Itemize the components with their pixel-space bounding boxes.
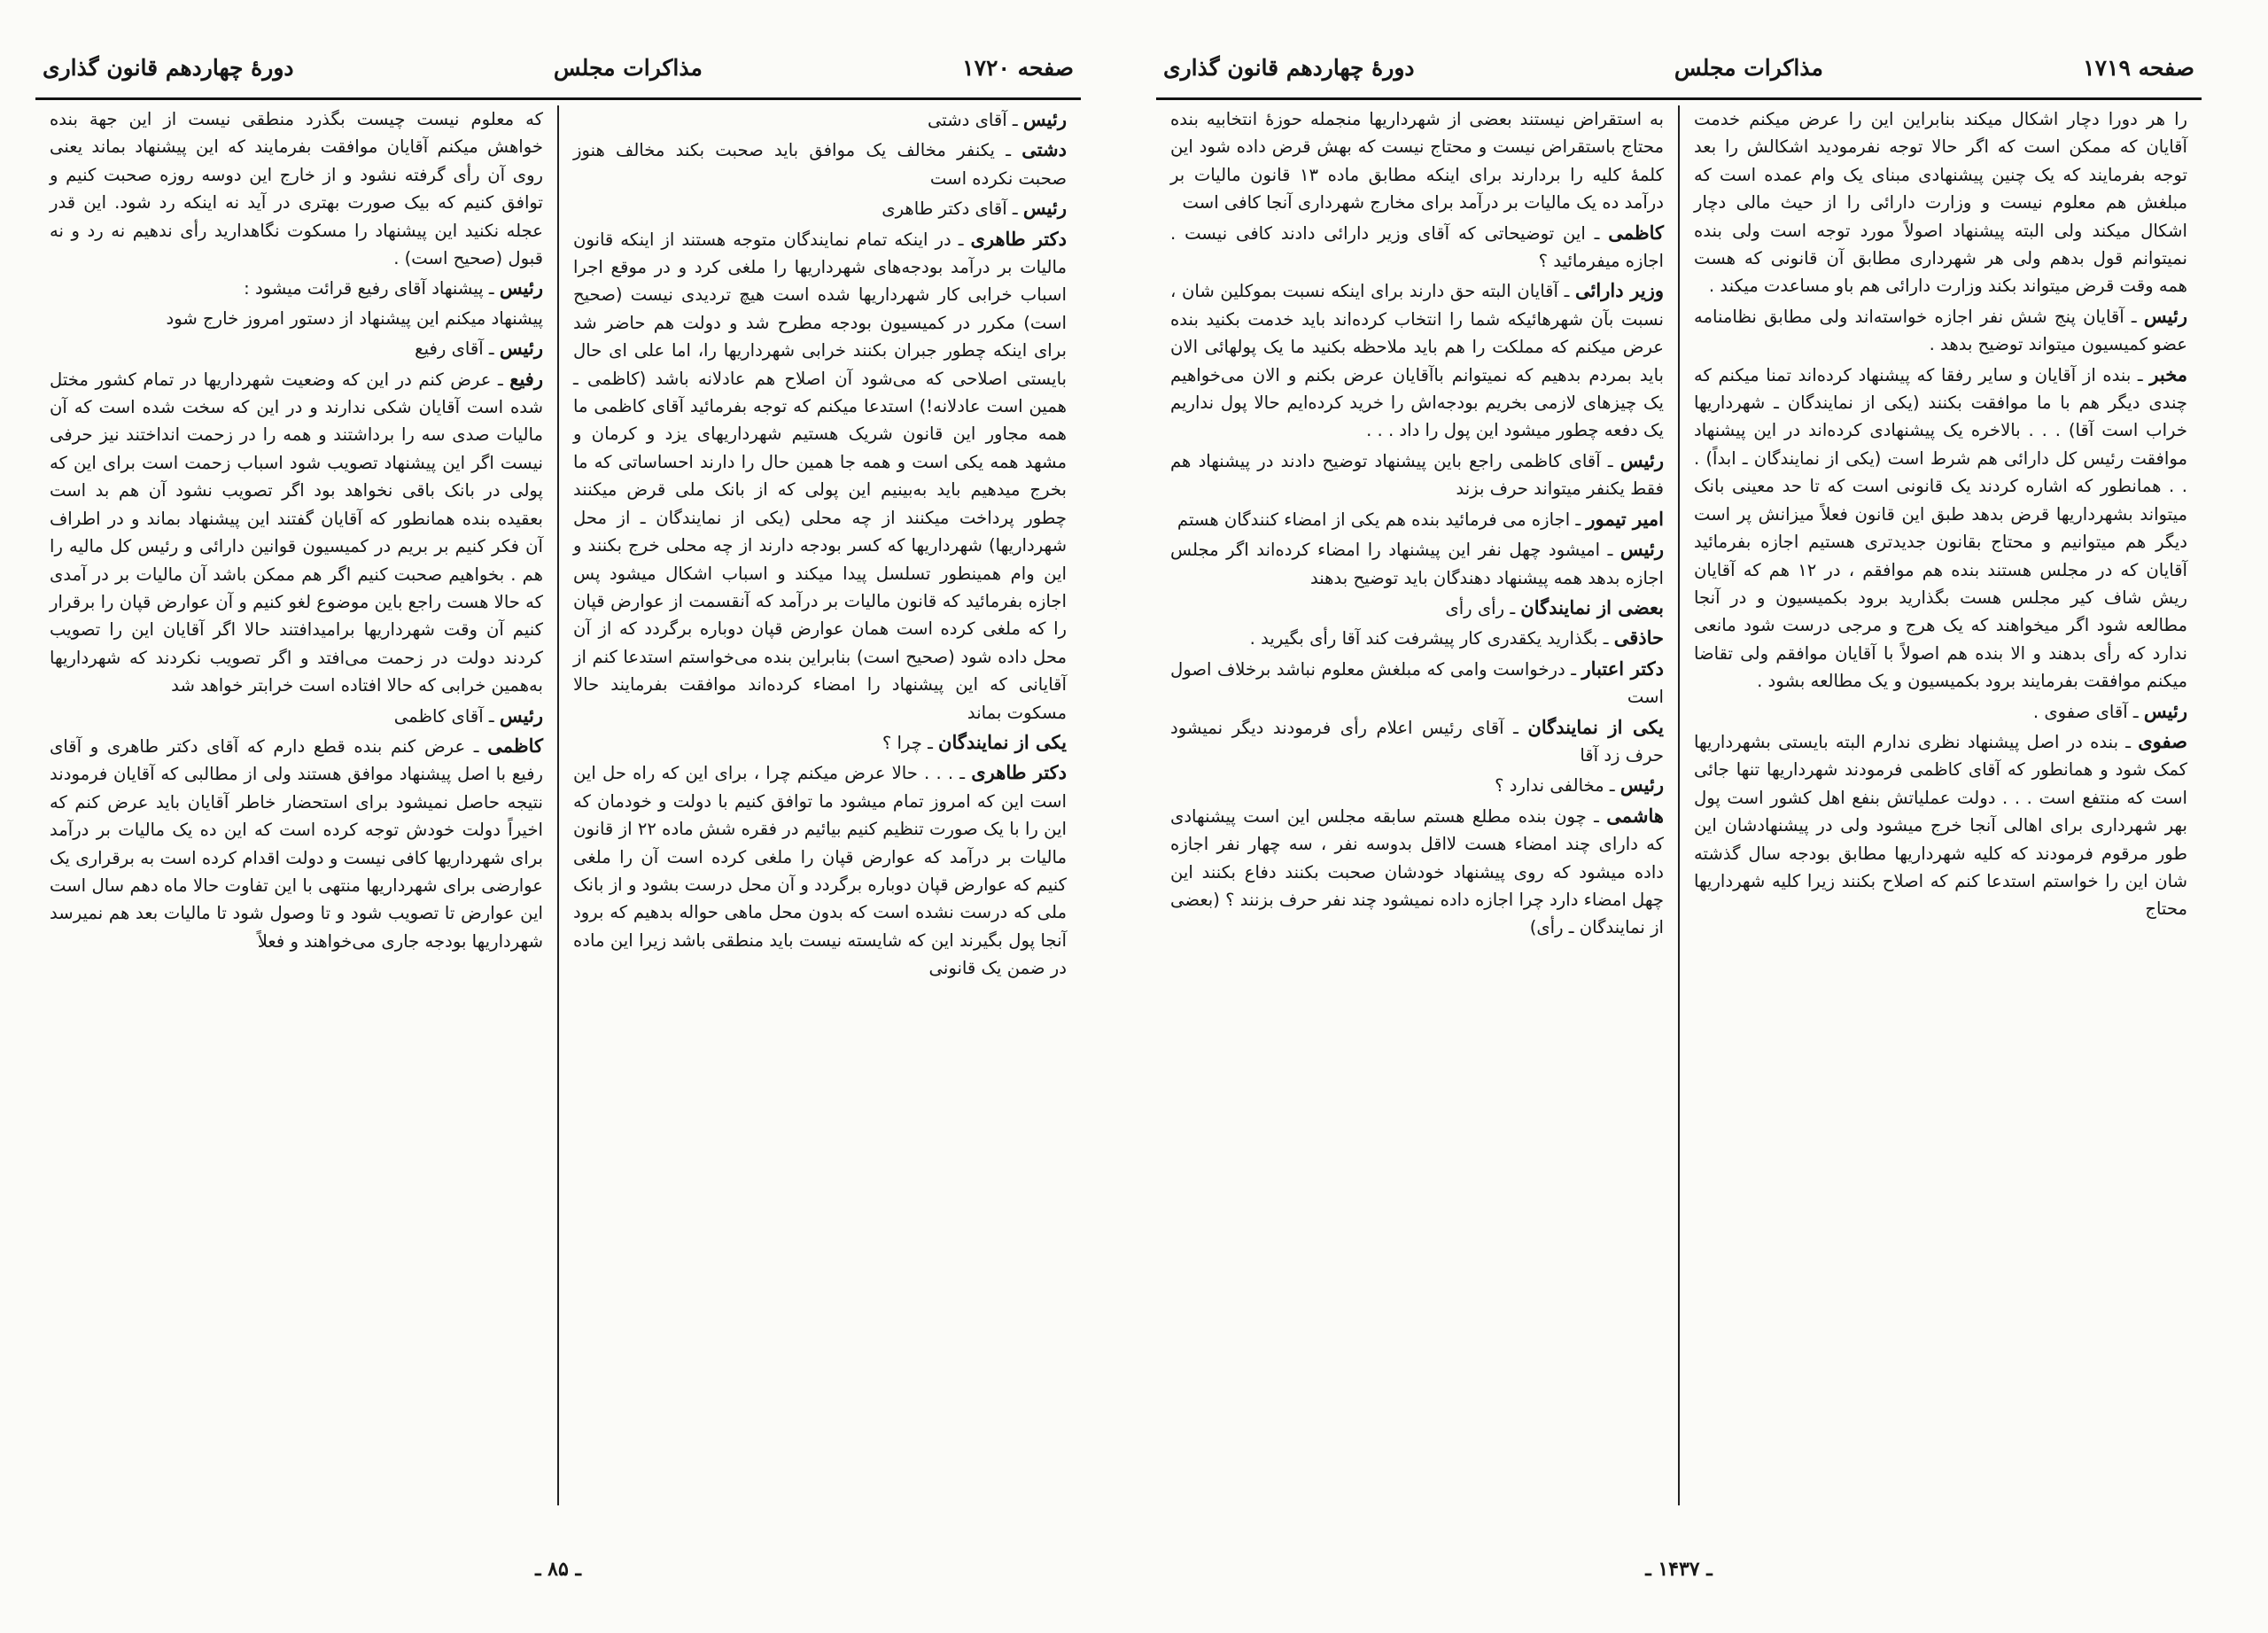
- speaker-name: دشتی: [1021, 138, 1067, 161]
- right-header-proceedings-title: مذاکرات مجلس: [1674, 55, 1823, 81]
- speech-text: ـ آقایان پنج شش نفر اجازه خواسته‌اند ولی مطابق نظامنامه عضو کمیسیون میتواند توضیح بدهد .: [1694, 306, 2187, 355]
- transcript-paragraph: [1170, 219, 1664, 276]
- speech-text: ـ در اینکه تمام نمایندگان متوجه هستند از اینکه قانون مالیات بر درآمد بودجه‌های شهرداریها را ملغی کرد و در موقع اجرا اسباب خرابی کار شهرداریها شده است هیچ تردیدی نیست (صحیح است) مکرر در کمیسیون بودجه مطرح شد و دولت هم حاضر شد برای اینکه چطور جبران بکنند خرابی شهرداریها را، اما علی ای حال بایستی اصلاحی که می‌شود آن اصلاح هم عادلانه باشد (کاظمی ـ همین است عادلانه!) استدعا میکنم که توجه بفرمائید آقای کاظمی ما همه مجاور این قانون شریک هستیم شهرداریهای یزد و کرمان و مشهد همه یکی است و همه جا همین حال را دارند احساساتی که ما بخرج میدهیم باید به‌بینیم این پولی که از بانک ملی قرض میکنند چطور پرداخت میکنند از چه محلی (یکی از نمایندگان ـ از محل شهرداریها) شهرداریها که کسر بودجه دارند از چه محلی خرج بکنند و این وام همینطور تسلسل پیدا میکند و اسباب اشکال میشود پس اجازه بفرمائید که قانون مالیات بر درآمد که آنقسمت از عوارض قپان را که ملغی کرده است همان عوارض قپان دوباره برگردد که از آن محل داده شود (صحیح است) بنابراین بنده می‌خواستم استدعا کنم از آقایانی که این پیشنهاد را امضاء کرده‌اند موافقت بفرمایند حالا مسکوت بماند: [573, 229, 1067, 723]
- transcript-paragraph: [573, 225, 1067, 727]
- speaker-name: رئیس: [1022, 197, 1067, 220]
- speech-text: ـ عرض کنم در این که وضعیت شهرداریها در تمام کشور مختل شده است آقایان شکی ندارند و در این که سخت شده است که آن مالیات صدی سه را برداشتند و همه را در زحمت انداختند نیز حرفی نیست اگر این پیشنهاد تصویب شود اسباب زحمت است برای این که پولی در بانک باقی نخواهد بود اگر تصویب نشود آن هم بد است بعقیده بنده همانطور که آقایان گفتند این پیشنهاد بماند و در اطراف آن فکر کنیم بر بریم در کمیسیون قوانین دارائی و رئیس کل مالیه را هم . بخواهیم صحبت کنیم اگر هم ممکن باشد آن مالیات بر در آمدی که حالا هست راجع باین موضوع لغو کنیم و آن عوارض قپان را برقرار کنیم آن وقت شهرداریها برامیدافتند حالا اگر آقایان این را تصویب کردند دولت در زحمت می‌افتد و اگر تصویب نکردند که شهرداریها به‌همین خرابی که حالا افتاده است خرابتر خواهد شد: [50, 369, 543, 696]
- speaker-name: رئیس: [499, 276, 543, 299]
- left-page-column-right: [559, 105, 1081, 1505]
- speaker-name: رئیس: [499, 337, 543, 360]
- transcript-paragraph: [1170, 624, 1664, 652]
- transcript-paragraph: [1694, 697, 2187, 726]
- speaker-name: رئیس: [2143, 304, 2187, 327]
- left-header-rule: [35, 97, 1081, 100]
- left-page: [35, 55, 1081, 1588]
- transcript-paragraph: [1170, 276, 1664, 444]
- speech-text: ـ عرض کنم بنده قطع دارم که آقای دکتر طاهری و آقای رفیع با اصل پیشنهاد موافق هستند ولی از مطالبی که آقایان فرمودند نتیجه حاصل نمیشود برای استحضار خاطر آقایان باید عرض کنم که اخیراً دولت خودش توجه کرده است که این ده یک مالیات بر درآمد برای شهرداریها کافی نیست و دولت اقدام کرده است به برقراری یک عوارضی برای شهرداریها منتهی با این تفاوت حالا ماه دهم سال است این عوارض تا تصویب شود و تا وصول شود تا مالیات بعد هم نمیرسد شهرداریها بودجه جاری می‌خواهند و فعلاً: [50, 735, 543, 952]
- transcript-paragraph: [1170, 713, 1664, 770]
- speech-text: ـ چون بنده مطلع هستم سابقه مجلس این است پیشنهادی که دارای چند امضاء هست لااقل بدوسه نفر ، سه چهار نفر اجازه داده میشود که روی پیشنهاد خودشان صحبت بکنند دفاع بکنند این چهل امضاء دارد چرا اجازه داده نمیشود چند نفر حرف بزنند ؟ (بعضی از نمایندگان ـ رأی): [1170, 805, 1664, 938]
- speaker-name: رئیس: [2143, 699, 2187, 722]
- speaker-name: دکتر طاهری: [970, 227, 1068, 250]
- speech-text: ـ مخالفی ندارد ؟: [1495, 775, 1615, 797]
- transcript-paragraph: [573, 105, 1067, 134]
- speech-text: ـ آقایان البته حق دارند برای اینکه نسبت بموکلین شان ، نسبت بآن شهرهائیکه شما را انتخاب کرده‌اند باید خدمت بکنید بنده عرض میکنم که مملکت را هم باید ملاحظه بکنید ما یک پولهائی الان باید بمردم بدهیم که نمیتوانم باآقایان عرض بکنم و الان می‌خواهیم یک چیزهای لازمی بخریم بودجه‌اش را خرید کرده‌ایم حالا پول نداریم یک دفعه چطور میشود این پول را داد . . .: [1170, 281, 1664, 441]
- speaker-name: دکتر طاهری: [971, 761, 1068, 784]
- transcript-paragraph: [1694, 727, 2187, 923]
- speaker-name: کاظمی: [1608, 221, 1664, 244]
- transcript-paragraph: [1694, 361, 2187, 696]
- left-header-page-number: صفحه ۱۷۲۰: [962, 55, 1074, 81]
- transcript-paragraph: [50, 732, 543, 955]
- speech-text: ـ آقای دکتر طاهری: [882, 198, 1018, 220]
- speaker-name: مخبر: [2149, 362, 2188, 385]
- speaker-name: یکی از نمایندگان: [1527, 715, 1664, 738]
- speech-text: ـ بنده از آقایان و سایر رفقا که پیشنهاد کرده‌اند تمنا میکنم که چندی دیگر هم با ما موافقت بکنند (یکی از نمایندگان ـ شهرداریها خراب است آقا) . . . بالاخره یک پیشنهادی کرده‌اند در این پیشنهاد موافقت رئیس کل دارائی هم شرط است (یکی از نمایندگان ـ ابداً) . . . همانطور که اشاره کردند یک قانونی است که تا حد معینی بانک میتواند بشهرداریها قرض بدهد طبق این قانون فعلاً میزانش پر است دیگر هم میتوانیم و محتاج بقانون جدیدتری هستیم اجازه بفرمائید آقایان که در مجلس هستند بنده هم موافقم ، در ۱۲ هم که آقایان ریش شاف کیر مجلس هست بگذارید برود بکمیسیون و در آنجا مطالعه شود اگر میخواهند که یک هرج و مرجی درست شود مانعی ندارد که رأی بدهند و الا بنده هم اصولاً با آقایان موافقم ولی تقاضا میکنم موافقت بفرمایند برود بکمیسیون و یک مطالعه بشود .: [1694, 364, 2187, 692]
- transcript-paragraph: [573, 136, 1067, 192]
- speech-text: را هر دورا دچار اشکال میکند بنابراین این را عرض میکنم خدمت آقایان که ممکن است که اگر حالا توجه نفرمودید اشکالش را بعد توجه بفرمایند که یک چنین پیشنهادی مبنای یک وام عمده است که مبلغش هم معلوم نیست و وزارت دارائی را از حیث مالی دچار اشکال میکند ولی البته پیشنهاد اصولاً مورد توجه است ولی بنده نمیتوانم قول بدهم ولی هر شهرداری مطابق آن قانونی که هست همه وقت قرض میتواند بکند وزارت دارائی هم باو مساعدت میکند .: [1694, 109, 2187, 297]
- left-page-column-left: [35, 105, 557, 1505]
- speech-text: پیشنهاد میکنم این پیشنهاد از دستور امروز خارج شود: [166, 307, 543, 329]
- speaker-name: رئیس: [1619, 538, 1664, 561]
- speech-text: ـ رأی رأی: [1445, 597, 1516, 618]
- transcript-paragraph: [1170, 594, 1664, 622]
- speaker-name: صفوی: [2138, 729, 2187, 752]
- speaker-name: حاذقی: [1613, 626, 1664, 649]
- speech-text: ـ آقای صفوی .: [2032, 701, 2139, 722]
- speech-text: به استقراض نیستند بعضی از شهرداریها منجمله حوزهٔ انتخابیه بنده محتاج باستقراض نیست و محتاج نیست که بهش قرض داده شود این کلمهٔ کلیه را بردارند برای اینکه مطابق ماده ۱۳ قانون مالیات بر درآمد ده یک مالیات بر درآمد برای مخارج شهرداری آنجا کافی است: [1170, 109, 1665, 214]
- transcript-paragraph: [50, 365, 543, 700]
- speaker-name: بعضی از نمایندگان: [1520, 595, 1664, 618]
- transcript-paragraph: [573, 728, 1067, 757]
- speaker-name: وزیر دارائی: [1575, 279, 1664, 302]
- speaker-name: رئیس: [499, 704, 543, 727]
- transcript-paragraph: [50, 305, 543, 332]
- right-page-column-right: [1680, 105, 2202, 1505]
- transcript-paragraph: [1170, 447, 1664, 503]
- speech-text: ـ آقای کاظمی راجع باین پیشنهاد توضیح دادند در پیشنهاد هم فقط یکنفر میتواند حرف بزند: [1170, 450, 1664, 500]
- speaker-name: رئیس: [1022, 108, 1067, 130]
- right-header-rule: [1156, 97, 2202, 100]
- speaker-name: رئیس: [1619, 774, 1664, 797]
- speaker-name: دکتر اعتبار: [1581, 657, 1664, 680]
- speech-text: ـ آقای رئیس اعلام رأی فرمودند دیگر نمیشود حرف زد آقا: [1170, 717, 1664, 766]
- speech-text: ـ آقای کاظمی: [393, 705, 494, 727]
- speech-text: ـ چرا ؟: [882, 732, 933, 753]
- transcript-paragraph: [1170, 505, 1664, 533]
- speaker-name: رفیع: [509, 367, 543, 390]
- speaker-name: یکی از نمایندگان: [938, 730, 1067, 753]
- speaker-name: امیر تیمور: [1586, 507, 1664, 530]
- transcript-paragraph: [1170, 655, 1664, 712]
- transcript-paragraph: [1170, 771, 1664, 799]
- left-header-session-title: دورهٔ چهاردهم قانون گذاری: [43, 55, 294, 81]
- transcript-paragraph: [50, 274, 543, 302]
- speech-text: ـ یکنفر مخالف یک موافق باید صحبت بکند مخالف هنوز صحبت نکرده است: [573, 140, 1067, 189]
- left-header-proceedings-title: مذاکرات مجلس: [553, 55, 703, 81]
- transcript-paragraph: [50, 105, 543, 272]
- transcript-paragraph: [1170, 535, 1664, 592]
- transcript-paragraph: [573, 758, 1067, 982]
- transcript-paragraph: [1694, 105, 2187, 300]
- speech-text: ـ آقای رفیع: [415, 338, 494, 360]
- transcript-paragraph: [1170, 802, 1664, 942]
- transcript-paragraph: [50, 702, 543, 730]
- speech-text: ـ بنده در اصل پیشنهاد نظری ندارم البته بایستی بشهرداریها کمک شود و همانطور که آقای کاظمی فرمودند شهرداریها تنها جائی است که منتفع است . . . دولت عملیاتش بنفع اهل کشور است پول بهر شهرداری برای اهالی آنجا خرج میشود ولی در پیشنهادشان این طور مرقوم فرمودند که کلیه شهرداریها مطابق بودجه سال گذشته شان این را خواستم استدعا کنم که اصلاح بکنند زیرا کلیه شهرداریها محتاج: [1694, 731, 2187, 920]
- speech-text: ـ آقای دشتی: [927, 110, 1018, 130]
- transcript-paragraph: [573, 194, 1067, 222]
- speech-text: ـ این توضیحاتی که آقای وزیر دارائی دادند کافی نیست . اجازه میفرمائید ؟: [1170, 222, 1664, 272]
- speech-text: ـ اجازه می فرمائید بنده هم یکی از امضاء کنندگان هستم: [1177, 509, 1581, 530]
- speech-text: ـ پیشنهاد آقای رفیع قرائت میشود :: [244, 278, 494, 299]
- speaker-name: کاظمی: [487, 734, 543, 757]
- right-header-session-title: دورهٔ چهاردهم قانون گذاری: [1163, 55, 1415, 81]
- speech-text: ـ . . . حالا عرض میکنم چرا ، برای این که راه حل این است این که امروز تمام میشود ما توافق کنیم با دولت و خودمان که این را با یک صورت تنظیم کنیم بیائیم در فقره شش ماده ۲۲ از قانون مالیات بر درآمد که عوارض قپان را ملغی کرده است آن را ملغی کنیم که عوارض قپان دوباره برگردد و آن محل درست بشود و از بانک ملی که درست نشده است که بدون محل ماهی حواله بدهیم که برود آنجا پول بگیرند این که شایسته نیست باید منطقی باشد زیرا این ماده در ضمن یک قانونی: [573, 763, 1067, 979]
- speaker-name: هاشمی: [1606, 804, 1664, 827]
- speech-text: ـ درخواست وامی که مبلغش معلوم نباشد برخلاف اصول است: [1170, 658, 1664, 708]
- right-page: [1156, 55, 2202, 1588]
- right-page-column-left: [1156, 105, 1678, 1505]
- speech-text: ـ امیشود چهل نفر این پیشنهاد را امضاء کرده‌اند اگر مجلس اجازه بدهد همه پیشنهاد دهندگان باید توضیح بدهند: [1170, 540, 1664, 588]
- left-page-footer-number: ـ ۸۵ ـ: [535, 1558, 581, 1581]
- right-page-footer-number: ـ ۱۴۳۷ ـ: [1645, 1558, 1713, 1581]
- speaker-name: رئیس: [1619, 448, 1664, 471]
- right-header-page-number: صفحه ۱۷۱۹: [2083, 55, 2194, 81]
- speech-text: ـ بگذارید یکقدری کار پیشرفت کند آقا رأی بگیرید .: [1249, 628, 1609, 649]
- transcript-paragraph: [1694, 302, 2187, 359]
- right-page-header: [1156, 55, 2202, 97]
- left-page-header: [35, 55, 1081, 97]
- transcript-paragraph: [1170, 105, 1664, 217]
- transcript-paragraph: [50, 334, 543, 362]
- speech-text: که معلوم نیست چیست بگذرد منطقی نیست از این جهة بنده خواهش میکنم آقایان موافقت بفرمایند که این پیشنهاد بماند یعنی روی آن رأی گرفته نشود و از خارج این دوسه روزه صحبت کنیم و توافق کنیم که بیک صورت بهتری در آید نه اینکه رد شود. این قدر عجله نکنید این پیشنهاد را مسکوت نگاهدارید رأی ندهیم نه رد و نه قبول (صحیح است) .: [50, 109, 543, 269]
